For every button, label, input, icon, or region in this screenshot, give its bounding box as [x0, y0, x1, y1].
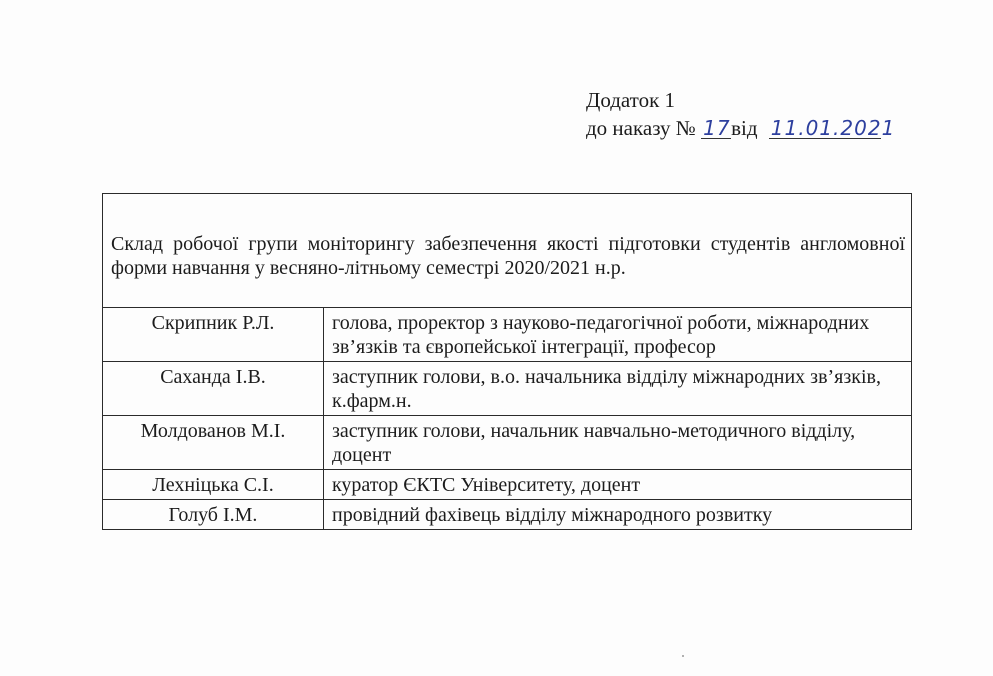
table-title-cell — [103, 194, 912, 308]
order-prefix: до наказу № — [586, 116, 696, 140]
table-title: Склад робочої групи моніторингу забезпечення якості підготовки студентів англомовної форми навчання у весняно-літньому семестрі 2020/2021 н.р. — [111, 233, 905, 279]
member-name: Скрипник Р.Л. — [103, 308, 324, 362]
member-name: Молдованов М.І. — [103, 416, 324, 470]
scan-speck — [682, 655, 684, 657]
member-role: заступник голови, в.о. начальника відділу міжнародних зв’язків, к.фарм.н. — [324, 362, 912, 416]
member-role: провідний фахівець відділу міжнародного розвитку — [324, 500, 912, 530]
order-number-handwritten: 17 — [703, 116, 731, 140]
member-role: куратор ЄКТС Університету, доцент — [324, 470, 912, 500]
table-title-row — [103, 194, 912, 308]
order-date-handwritten: 11.01.2021 — [770, 116, 896, 140]
table-row — [103, 362, 912, 416]
table-row — [103, 500, 912, 530]
table-row — [103, 470, 912, 500]
table-row — [103, 308, 912, 362]
order-date-field — [769, 116, 896, 140]
working-group-table — [102, 193, 912, 530]
member-name: Саханда І.В. — [103, 362, 324, 416]
member-name: Голуб І.М. — [103, 500, 324, 530]
member-role: голова, проректор з науково-педагогічної роботи, міжнародних зв’язків та європейської інтеграції, професор — [324, 308, 912, 362]
table-row — [103, 416, 912, 470]
order-reference — [586, 114, 896, 142]
member-role: заступник голови, начальник навчально-методичного відділу, доцент — [324, 416, 912, 470]
member-name: Лехніцька С.І. — [103, 470, 324, 500]
appendix-header — [586, 86, 896, 142]
appendix-label: Додаток 1 — [586, 88, 676, 112]
order-number-field — [701, 118, 731, 139]
date-prefix: від — [731, 116, 758, 140]
